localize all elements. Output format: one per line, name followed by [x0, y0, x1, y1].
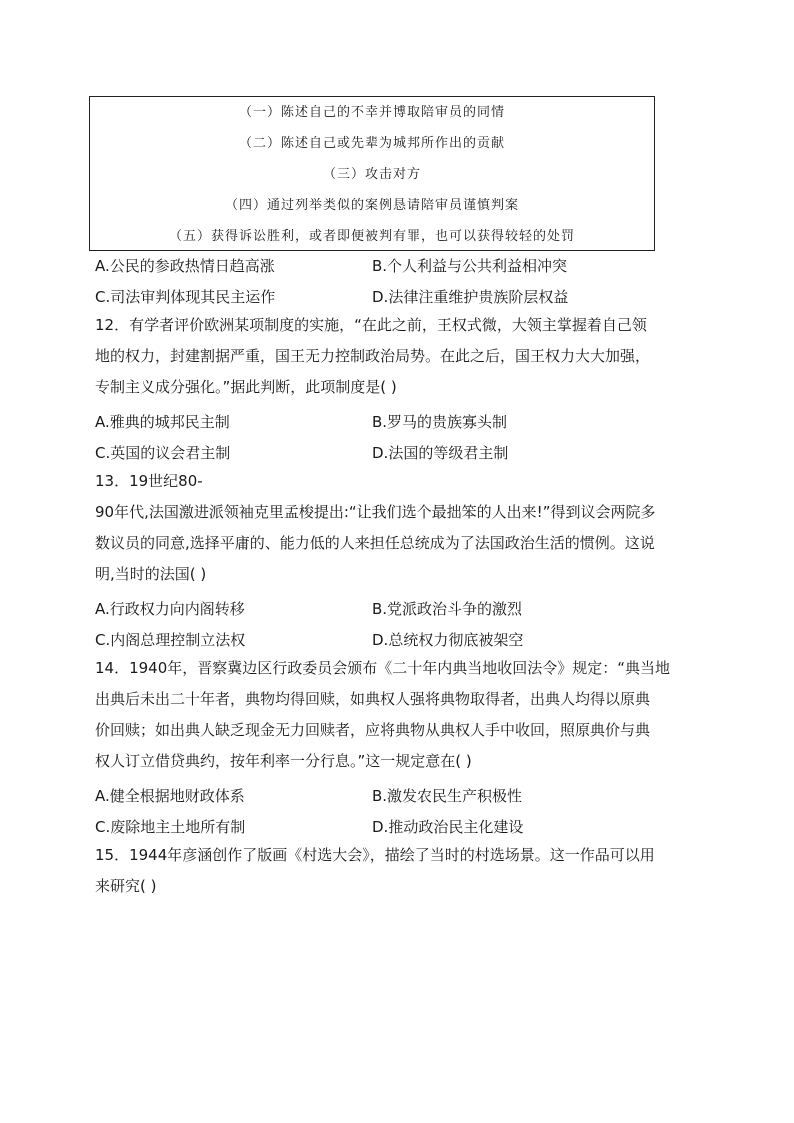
q15-stem-line-2: 来研究( ) — [95, 877, 157, 895]
q12-stem-line-2: 地的权力，封建割据严重，国王无力控制政治局势。在此之后，国王权力大大加强， — [95, 347, 651, 365]
q14-stem-line-2: 出典后未出二十年者，典物均得回赎，如典权人强将典物取得者，出典人均得以原典 — [95, 690, 651, 708]
box-line-3: （三）攻击对方 — [322, 167, 421, 182]
box-line-4: （四）通过列举类似的案例恳请陪审员谨慎判案 — [224, 198, 519, 213]
q13-option-c[interactable]: C.内阁总理控制立法权 — [95, 631, 246, 649]
q11-option-b[interactable]: B.个人利益与公共利益相冲突 — [372, 257, 568, 275]
q14-option-b[interactable]: B.激发农民生产积极性 — [372, 787, 523, 805]
q14-stem-line-3: 价回赎；如出典人缺乏现金无力回赎者，应将典物从典权人手中收回，照原典价与典 — [95, 721, 651, 739]
box-line-5: （五）获得诉讼胜利，或者即便被判有罪，也可以获得较轻的处罚 — [168, 229, 575, 244]
q14-stem-line-1: 14．1940年，晋察冀边区行政委员会颁布《二十年内典当地收回法令》规定：“典当地 — [95, 659, 671, 677]
q12-stem-line-1: 12．有学者评价欧洲某项制度的实施，“在此之前，王权式微，大领主掌握着自己领 — [95, 316, 647, 334]
box-line-1: （一）陈述自己的不幸并博取陪审员的同情 — [238, 105, 505, 120]
q12-stem-line-3: 专制主义成分强化。”据此判断，此项制度是( ) — [95, 378, 397, 396]
q14-option-a[interactable]: A.健全根据地财政体系 — [95, 787, 245, 805]
q13-stem-line-1: 13．19世纪80- — [95, 472, 203, 490]
q12-option-a[interactable]: A.雅典的城邦民主制 — [95, 413, 230, 431]
q11-option-a[interactable]: A.公民的参政热情日趋高涨 — [95, 257, 275, 275]
q13-option-a[interactable]: A.行政权力向内阁转移 — [95, 600, 245, 618]
q14-option-c[interactable]: C.废除地主土地所有制 — [95, 818, 246, 836]
q13-stem-line-2: 90年代,法国激进派领袖克里孟梭提出:“让我们选个最拙笨的人出来!”得到议会两院多 — [95, 503, 656, 521]
q14-option-d[interactable]: D.推动政治民主化建设 — [372, 818, 524, 836]
q12-option-c[interactable]: C.英国的议会君主制 — [95, 444, 231, 462]
q14-stem-line-4: 权人订立借贷典约，按年利率一分行息。”这一规定意在( ) — [95, 752, 472, 770]
material-box — [89, 96, 655, 251]
q11-option-d[interactable]: D.法律注重维护贵族阶层权益 — [372, 288, 569, 306]
q13-stem-line-3: 数议员的同意,选择平庸的、能力低的人来担任总统成为了法国政治生活的惯例。这说 — [95, 534, 655, 552]
q13-option-b[interactable]: B.党派政治斗争的激烈 — [372, 600, 523, 618]
q13-stem-line-4: 明,当时的法国( ) — [95, 565, 207, 583]
q12-option-b[interactable]: B.罗马的贵族寡头制 — [372, 413, 508, 431]
q13-option-d[interactable]: D.总统权力彻底被架空 — [372, 631, 524, 649]
box-line-2: （二）陈述自己或先辈为城邦所作出的贡献 — [238, 136, 505, 151]
q11-option-c[interactable]: C.司法审判体现其民主运作 — [95, 288, 276, 306]
q15-stem-line-1: 15．1944年彦涵创作了版画《村选大会》，描绘了当时的村选场景。这一作品可以用 — [95, 846, 655, 864]
q12-option-d[interactable]: D.法国的等级君主制 — [372, 444, 509, 462]
